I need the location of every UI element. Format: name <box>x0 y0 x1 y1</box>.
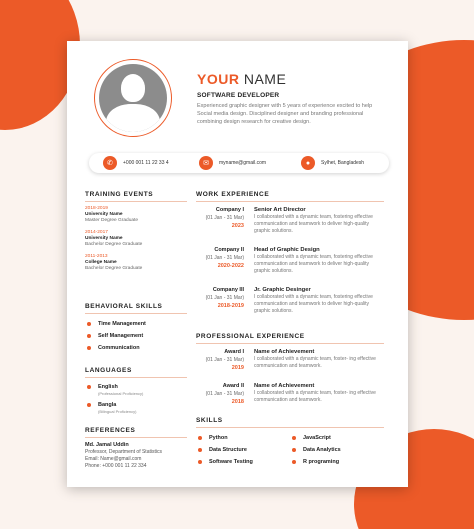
skill-item <box>290 432 384 444</box>
contact-bar <box>89 153 389 173</box>
skills-grid <box>196 432 384 468</box>
behavioral-label: Communication <box>98 345 140 351</box>
language-level: (Bilingual Proficiency) <box>98 409 137 414</box>
skill-label: Software Testing <box>209 459 253 465</box>
work-dates: (01 Jan - 31 Mar) <box>205 295 244 301</box>
skill-item <box>290 456 384 468</box>
skill-item <box>196 444 290 456</box>
training-section <box>85 191 187 278</box>
location-pin-icon: ● <box>301 156 315 170</box>
training-years: 2011-2013 <box>85 254 108 259</box>
skill-label: Data Structure <box>209 447 247 453</box>
language-item <box>85 400 187 414</box>
reference-role: Professor, Department of Statistics <box>85 449 162 455</box>
award-year: 2018 <box>231 399 244 405</box>
profile-photo-frame <box>94 59 172 137</box>
work-year: 2023 <box>231 223 244 229</box>
bullet-icon <box>87 403 91 407</box>
work-item <box>196 206 384 246</box>
email-icon: ✉ <box>199 156 213 170</box>
skill-item <box>290 444 384 456</box>
training-years: 2014-2017 <box>85 230 108 235</box>
award-name: Award II <box>222 383 244 389</box>
behavioral-item <box>85 342 187 354</box>
award-title: Name of Achievement <box>254 349 315 355</box>
work-title: WORK EXPERIENCE <box>196 191 384 202</box>
phone-icon: ✆ <box>103 156 117 170</box>
training-item <box>85 254 187 272</box>
skills-section <box>196 417 384 468</box>
work-company: Company II <box>214 247 244 253</box>
bullet-icon <box>292 448 296 452</box>
behavioral-item <box>85 318 187 330</box>
bullet-icon <box>198 448 202 452</box>
training-degree: Bachelor Degree Graduate <box>85 266 143 271</box>
work-year: 2020-2022 <box>217 263 244 269</box>
work-role: Head of Graphic Design <box>254 247 320 253</box>
location-text: Sylhet, Bangladesh <box>321 160 365 166</box>
reference-name: Md. Jamal Uddin <box>85 442 129 448</box>
training-institution: College Name <box>85 260 117 265</box>
work-role: Jr. Graphic Desinger <box>254 287 311 293</box>
training-degree: Bachelor Degree Graduate <box>85 242 143 247</box>
training-institution: University Name <box>85 236 123 241</box>
skill-item <box>196 432 290 444</box>
training-degree: Master Degree Graduate <box>85 218 139 223</box>
references-section <box>85 427 187 470</box>
work-item <box>196 246 384 286</box>
contact-phone <box>103 156 169 170</box>
bullet-icon <box>292 460 296 464</box>
contact-location <box>301 156 364 170</box>
email-text: myname@gmail.com <box>219 160 267 166</box>
bullet-icon <box>87 322 91 326</box>
training-years: 2018-2019 <box>85 206 108 211</box>
skill-label: Python <box>209 435 228 441</box>
award-title: Name of Achievement <box>254 383 315 389</box>
bullet-icon <box>292 436 296 440</box>
reference-phone: Phone: +000 001 11 22 334 <box>85 463 147 469</box>
work-role: Senior Art Director <box>254 207 306 213</box>
award-dates: (01 Jan - 31 Mar) <box>205 391 244 397</box>
behavioral-title: BEHAVIORAL SKILLS <box>85 303 187 314</box>
work-description: I collaborated with a dynamic team, fostering effective communication and teamwork to deliver high-quality graphic solutions. <box>254 254 373 274</box>
work-dates: (01 Jan - 31 Mar) <box>205 215 244 221</box>
languages-section <box>85 367 187 418</box>
award-name: Award I <box>224 349 244 355</box>
reference-email: Email: Name@gmail.com <box>85 456 142 462</box>
training-item <box>85 230 187 248</box>
contact-email <box>199 156 266 170</box>
name-last: NAME <box>243 71 287 87</box>
resume-page <box>67 41 408 487</box>
bullet-icon <box>87 385 91 389</box>
work-description: I collaborated with a dynamic team, fostering effective communication and teamwork to deliver high-quality graphic solutions. <box>254 214 373 234</box>
phone-text: +000 001 11 22 33 4 <box>123 160 169 166</box>
behavioral-label: Self Management <box>98 333 144 339</box>
job-title: SOFTWARE DEVELOPER <box>197 92 280 99</box>
work-section <box>196 191 384 326</box>
award-description: I collaborated with a dynamic team, foster- ing effective communication and teamwork. <box>254 356 376 369</box>
award-description: I collaborated with a dynamic team, foster- ing effective communication and teamwork. <box>254 390 376 403</box>
intro-paragraph: Experienced graphic designer with 5 years of experience excited to help Social media design. Disciplined designer and branding professional combining design research for creative design. <box>197 103 373 125</box>
bullet-icon <box>87 346 91 350</box>
bullet-icon <box>198 436 202 440</box>
skill-label: R programing <box>303 459 340 465</box>
behavioral-section <box>85 303 187 354</box>
behavioral-label: Time Management <box>98 321 146 327</box>
work-dates: (01 Jan - 31 Mar) <box>205 255 244 261</box>
language-name: English <box>98 383 118 390</box>
experience-title: PROFESSIONAL EXPERIENCE <box>196 333 384 344</box>
bullet-icon <box>87 334 91 338</box>
award-item <box>196 348 384 382</box>
skills-title: SKILLS <box>196 417 384 428</box>
award-dates: (01 Jan - 31 Mar) <box>205 357 244 363</box>
training-item <box>85 206 187 224</box>
award-year: 2019 <box>231 365 244 371</box>
training-title: TRAINING EVENTS <box>85 191 187 202</box>
work-year: 2018-2019 <box>217 303 244 309</box>
behavioral-item <box>85 330 187 342</box>
resume-name <box>197 71 286 87</box>
skill-label: Data Analytics <box>303 447 341 453</box>
language-level: (Professional Proficiency) <box>98 391 144 396</box>
language-item <box>85 382 187 396</box>
award-item <box>196 382 384 416</box>
professional-experience-section <box>196 333 384 416</box>
work-company: Company I <box>215 207 244 213</box>
references-title: REFERENCES <box>85 427 187 438</box>
languages-title: LANGUAGES <box>85 367 187 378</box>
work-item <box>196 286 384 326</box>
skill-label: JavaScript <box>303 435 331 441</box>
language-name: Bangla <box>98 401 117 408</box>
skill-item <box>196 456 290 468</box>
training-institution: University Name <box>85 212 123 217</box>
name-first: YOUR <box>197 71 240 87</box>
work-company: Company III <box>212 287 244 293</box>
work-description: I collaborated with a dynamic team, fostering effective communication and teamwork to deliver high-quality graphic solutions. <box>254 294 373 314</box>
bullet-icon <box>198 460 202 464</box>
avatar-placeholder-icon <box>99 64 167 132</box>
